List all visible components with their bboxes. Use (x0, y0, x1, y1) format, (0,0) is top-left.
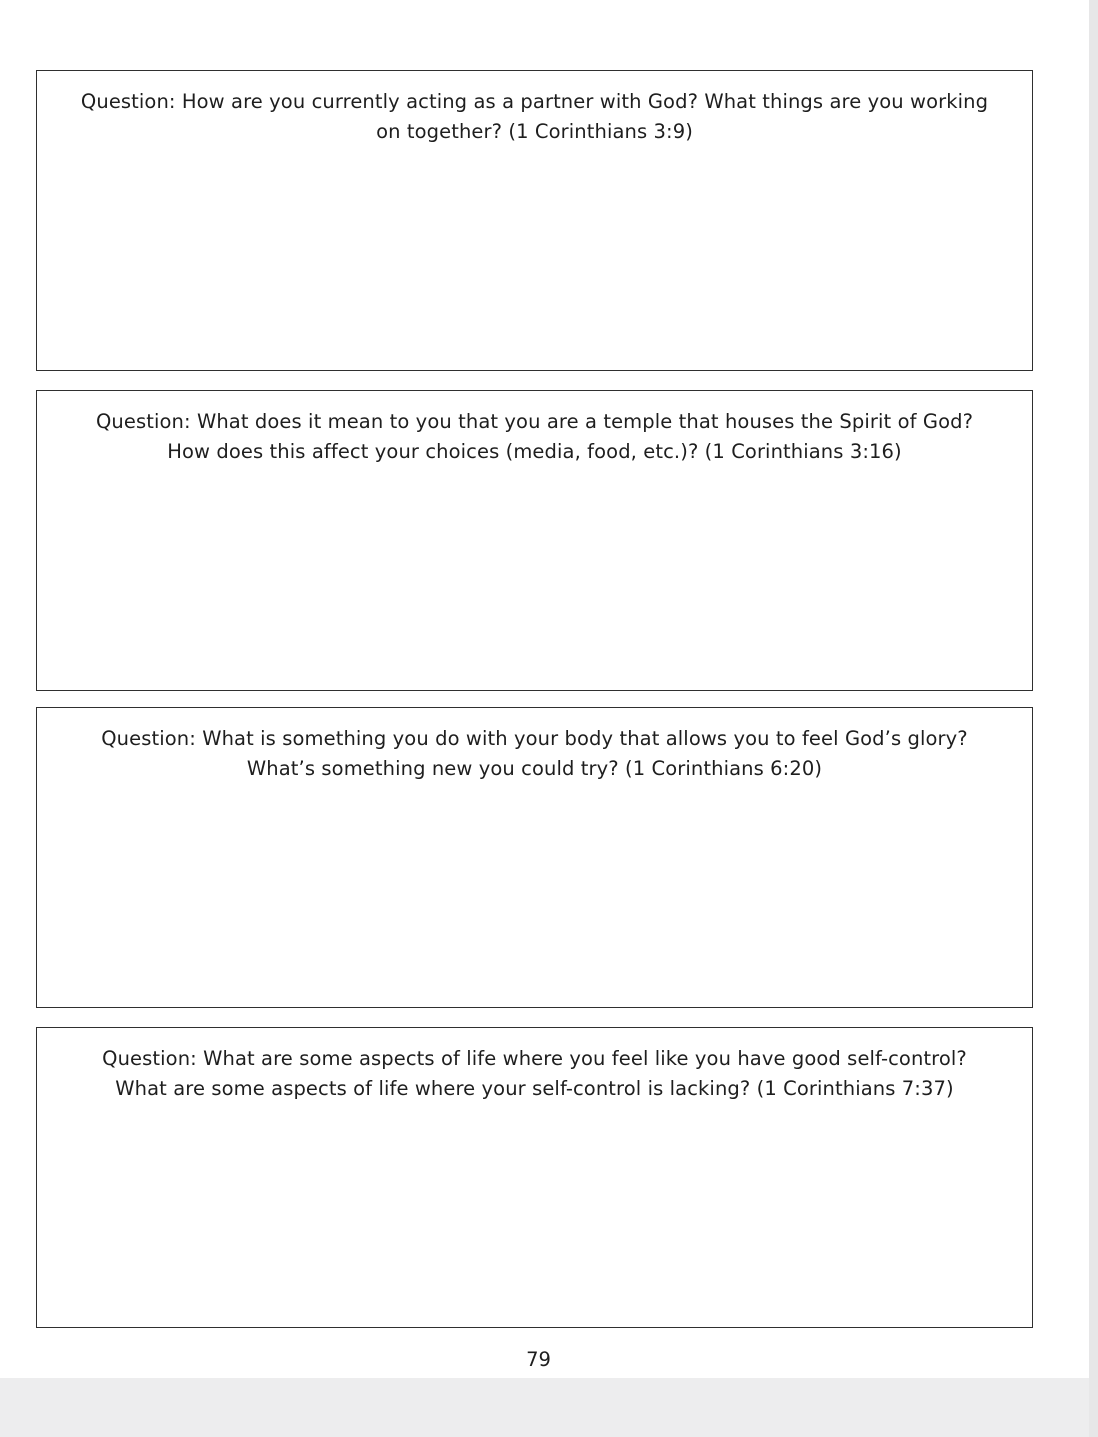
answer-area-4 (47, 1112, 1022, 1317)
page-number: 79 (526, 1348, 551, 1371)
answer-area-2 (47, 475, 1022, 680)
question-box-3 (36, 707, 1033, 1008)
question-box-4 (36, 1027, 1033, 1328)
question-text-3: Question: What is something you do with your body that allows you to feel God’s glory? What’s something new you could try? (1 Corinthians 6:20) (101, 727, 968, 780)
viewer-background (0, 1378, 1089, 1437)
scrollbar-track[interactable] (1089, 0, 1098, 1437)
question-text-4: Question: What are some aspects of life where you feel like you have good self-control? What are some aspects of life where your self-control is lacking? (1 Corinthians 7:37) (102, 1047, 967, 1100)
question-text-1: Question: How are you currently acting as a partner with God? What things are you working on together? (1 Corinthians 3:9) (80, 90, 989, 143)
question-box-2 (36, 390, 1033, 691)
answer-area-1 (47, 155, 1022, 360)
question-box-1 (36, 70, 1033, 371)
question-text-2: Question: What does it mean to you that you are a temple that houses the Spirit of God? How does this affect your choices (media, food, etc.)? (1 Corinthians 3:16) (95, 410, 974, 463)
answer-area-3 (47, 792, 1022, 997)
